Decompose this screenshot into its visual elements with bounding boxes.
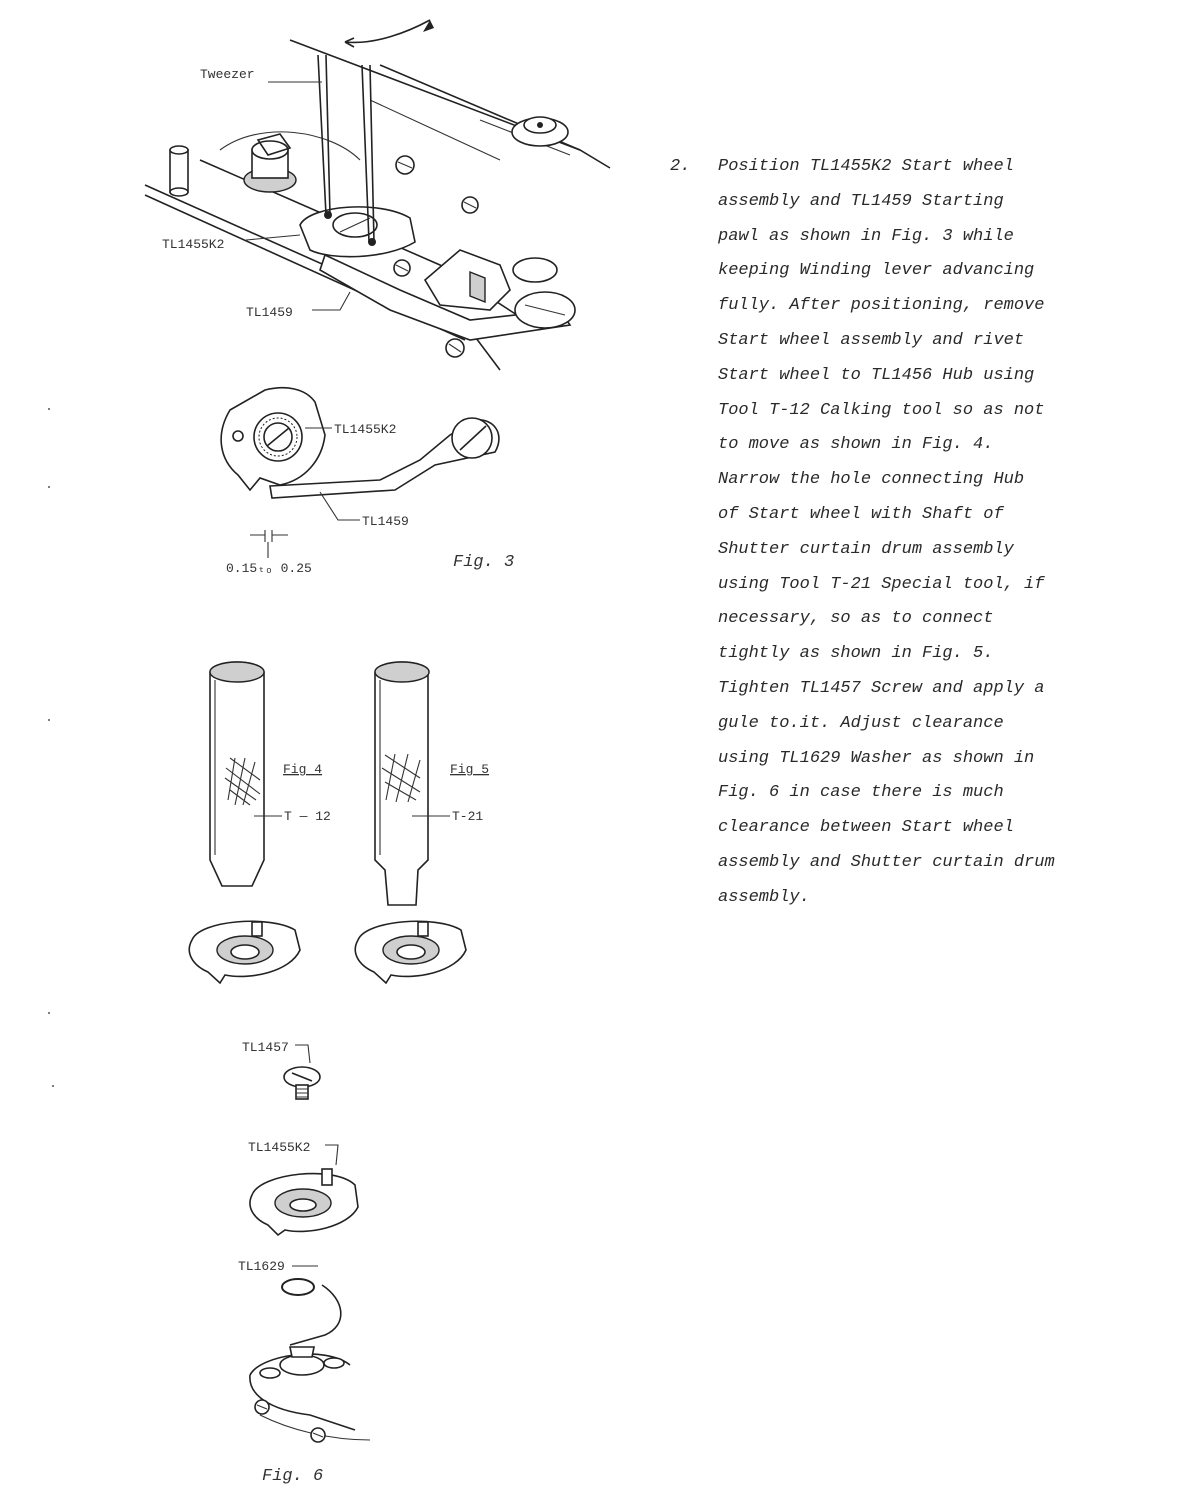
figure3-assembly-drawing — [140, 10, 640, 380]
figure5-label: Fig 5 — [450, 762, 490, 777]
figure4-label: Fig 4 — [283, 762, 323, 777]
tool-t21-label: T-21 — [452, 809, 484, 824]
wheel-label: TL1455K2 — [248, 1140, 311, 1155]
tweezer-label: Tweezer — [200, 67, 255, 82]
start-wheel-label: TL1455K2 — [162, 237, 225, 252]
instruction-text: Position TL1455K2 Start wheel assembly and TL1459 Starting pawl as shown in Fig. 3 while keeping Winding lever advancing fully. After positioning, remove Start wheel assembly and rivet Start wheel to TL1456 Hub using Tool T-12 Calking tool so as not to move as shown in Fig. 4. Narrow the hole connecting Hub of Start wheel with Shaft of Shutter curtain drum assembly using Tool T-21 Special tool, if necessary, so as to connect tightly as shown in Fig. 5. Tighten TL1457 Screw and apply a gule to.it. Adjust clearance using TL1629 Washer as shown in Fig. 6 in case there is much clearance between Start wheel assembly and Shutter curtain drum assembly. — [718, 157, 1055, 907]
detail-wheel-label: TL1455K2 — [334, 422, 397, 437]
margin-speck — [48, 1012, 50, 1014]
figure4-5-tools-drawing — [180, 650, 500, 1010]
step-number: 2. — [670, 157, 691, 176]
margin-speck — [48, 486, 50, 488]
screw-label: TL1457 — [242, 1040, 289, 1055]
rotation-arrow — [345, 20, 430, 42]
margin-speck — [48, 408, 50, 410]
tool-t12-label: T — 12 — [284, 809, 331, 824]
instruction-step-2 — [670, 150, 1130, 916]
margin-speck — [48, 719, 50, 721]
detail-pawl-label: TL1459 — [362, 514, 409, 529]
clearance-dimension-label: 0.15ₜₒ 0.25 — [226, 561, 312, 576]
starting-pawl-label: TL1459 — [246, 305, 293, 320]
figure3-caption: Fig. 3 — [453, 553, 515, 572]
margin-speck — [52, 1085, 54, 1087]
figure6-exploded-drawing — [230, 1035, 430, 1495]
figure6-caption: Fig. 6 — [262, 1467, 324, 1486]
washer-label: TL1629 — [238, 1259, 285, 1274]
figure3-detail-drawing — [210, 380, 550, 600]
